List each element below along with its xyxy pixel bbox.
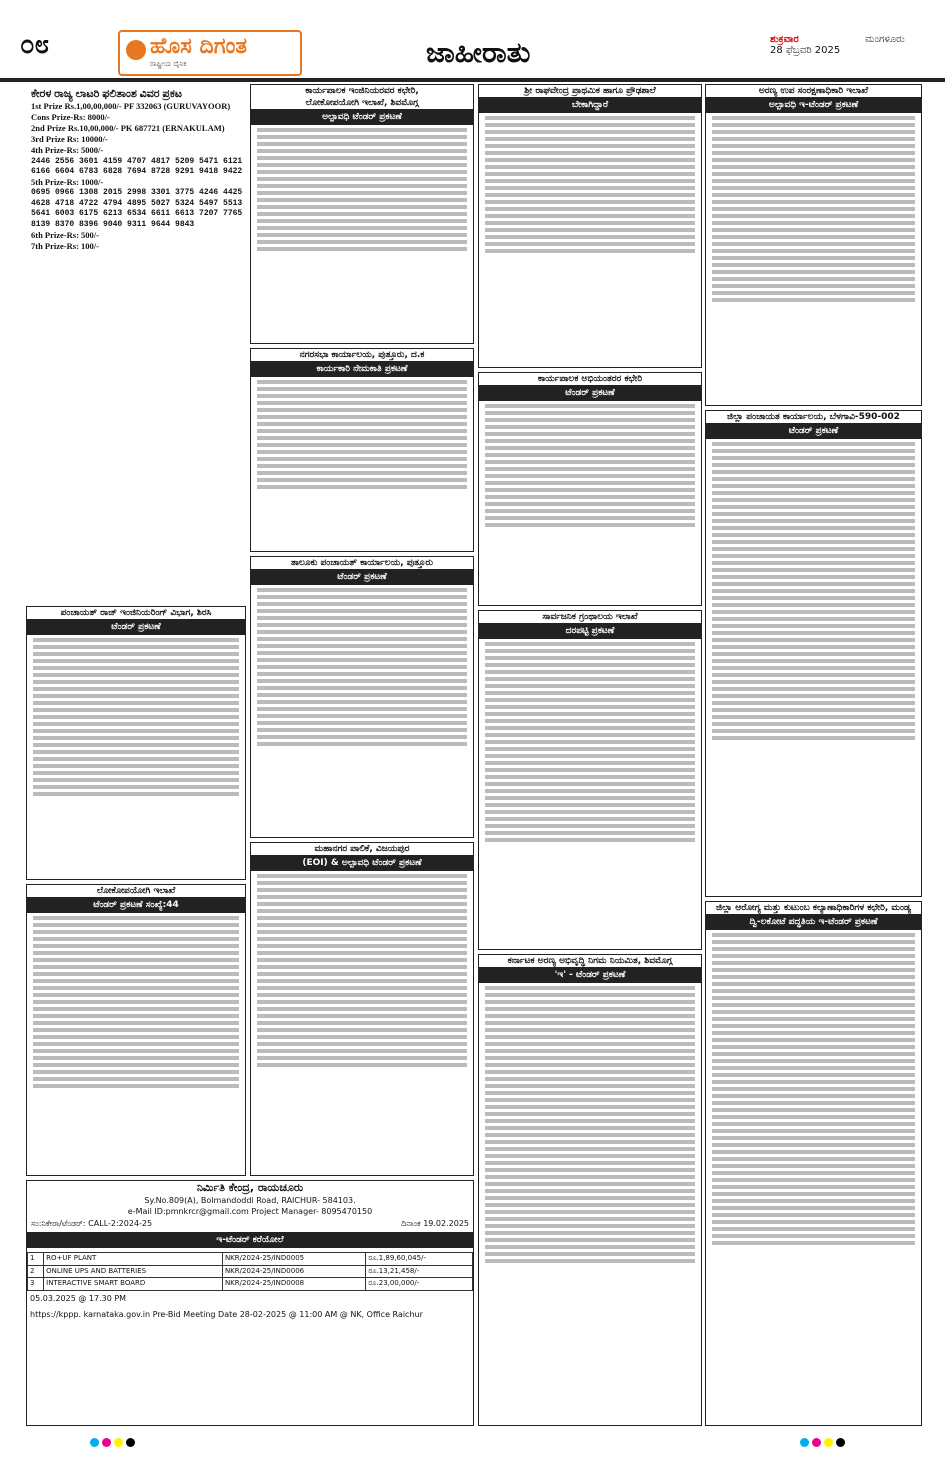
ad-public-library xyxy=(478,610,702,950)
ad-title: ಸಾರ್ವಜನಿಕ ಗ್ರಂಥಾಲಯ ಇಲಾಖೆ xyxy=(542,612,638,622)
header-date: ಶುಕ್ರವಾರ 28 ಫೆಬ್ರವರಿ 2025 ಮಂಗಳೂರು xyxy=(770,34,905,56)
ad-forest-corp-shivamogga xyxy=(478,954,702,1426)
ad-body xyxy=(479,116,701,253)
ad-ref: ಸಂ:ನಿಕೇರಾ/ಟೆಂಡರ್: CALL-2:2024-25 xyxy=(31,1219,153,1229)
first-prize: 1st Prize Rs.1,00,00,000/- PF 332063 (GURUVAYOOR) xyxy=(31,101,231,112)
ad-body xyxy=(479,642,701,842)
ad-banner: ಅಲ್ಪಾವಧಿ ಇ-ಟೆಂಡರ್ ಪ್ರಕಟಣೆ xyxy=(706,97,921,113)
table-cell: ರೂ.13,21,458/- xyxy=(366,1265,473,1277)
ad-title: ಕಾರ್ಯಪಾಲಕ ಇಂಜಿನಿಯರವರ ಕಛೇರಿ, xyxy=(305,86,419,96)
ad-banner: ಇ-ಟೆಂಡರ್ ಕರೆಯೋಲೆ xyxy=(27,1232,473,1248)
table-cell: NKR/2024-25/IND0008 xyxy=(222,1278,365,1290)
table-cell: 1 xyxy=(28,1253,44,1265)
section-title: ಜಾಹೀರಾತು xyxy=(426,36,531,69)
ad-body xyxy=(251,588,473,746)
table-row xyxy=(28,1265,473,1277)
ad-title: ತಾಲೂಕು ಪಂಚಾಯತ್ ಕಾರ್ಯಾಲಯ, ಪುತ್ತೂರು xyxy=(290,558,434,568)
ad-belagavi-zp xyxy=(705,410,922,897)
ad-body xyxy=(706,933,921,1245)
ad-banner: ದರಪಟ್ಟಿ ಪ್ರಕಟಣೆ xyxy=(479,623,701,639)
ad-title: ಜಿಲ್ಲಾ ಪಂಚಾಯತ ಕಾರ್ಯಾಲಯ, ಬೆಳಗಾವಿ-590-002 xyxy=(727,412,900,422)
ad-body xyxy=(251,874,473,1067)
fifth-prize-numbers: 0695 0966 1308 2015 2998 3301 3775 4246 4425 4628 4718 4722 4794 4895 5027 5324 5497 5513 5641 6003 6175 6213 6534 6611 6613 7207 7765 8139 8370 8396 9040 9311 9644 9843 xyxy=(31,188,243,229)
ad-body xyxy=(479,986,701,1263)
table-row xyxy=(28,1278,473,1290)
ad-email: e-Mail ID:pmnkrcr@gmail.com Project Manager- 8095470150 xyxy=(127,1206,373,1216)
third-prize: 3rd Prize Rs: 10000/- xyxy=(31,134,108,145)
page-number: ೦೮ xyxy=(20,30,50,60)
ad-title: ಮಹಾನಗರ ಪಾಲಿಕೆ, ವಿಜಯಪುರ xyxy=(314,844,410,854)
ad-body xyxy=(706,116,921,302)
table-cell: ರೂ.23,00,000/- xyxy=(366,1278,473,1290)
ad-banner: ಬೇಕಾಗಿದ್ದಾರೆ xyxy=(479,97,701,113)
fourth-prize-numbers: 2446 2556 3601 4159 4707 4817 5209 5471 6121 6166 6604 6783 6828 7694 8728 9291 9418 9422 xyxy=(31,156,243,176)
ad-banner: ಟೆಂಡರ್ ಪ್ರಕಟಣೆ xyxy=(706,423,921,439)
ad-banner: ದ್ವಿ-ಲಕೋಟೆ ಪದ್ಧತಿಯ ಇ-ಟೆಂಡರ್ ಪ್ರಕಟಣೆ xyxy=(706,914,921,930)
ad-banner: ಟೆಂಡರ್ ಪ್ರಕಟಣೆ xyxy=(251,569,473,585)
ad-banner: ಅಲ್ಪಾವಧಿ ಟೆಂಡರ್ ಪ್ರಕಟಣೆ xyxy=(251,109,473,125)
table-cell: RO+UF PLANT xyxy=(44,1253,223,1265)
ad-body xyxy=(27,916,245,1088)
ad-pr-engineering xyxy=(26,606,246,880)
logo-tagline: ರಾಷ್ಟ್ರೀಯ ದೈನಿಕ xyxy=(150,60,187,68)
ad-title: ಜಿಲ್ಲಾ ಆರೋಗ್ಯ ಮತ್ತು ಕುಟುಂಬ ಕಲ್ಯಾಣಾಧಿಕಾರಿಗಳ ಕಛೇರಿ, ಮಂಡ್ಯ xyxy=(716,903,911,913)
ad-subtitle: ಲೋಕೋಪಯೋಗಿ ಇಲಾಖೆ, ಶಿವಮೊಗ್ಗ xyxy=(305,98,419,109)
seventh-prize: 7th Prize-Rs: 100/- xyxy=(31,240,99,251)
lottery-title: ಕೇರಳ ರಾಜ್ಯ ಲಾಟರಿ ಫಲಿತಾಂಶ ವಿವರ ಪ್ರಕಟ xyxy=(31,88,183,100)
logo-emblem-icon xyxy=(126,40,146,60)
ad-banner: ಟೆಂಡರ್ ಪ್ರಕಟಣೆ xyxy=(27,619,245,635)
table-row xyxy=(28,1253,473,1265)
ad-banner: ಟೆಂಡರ್ ಪ್ರಕಟಣೆ xyxy=(479,385,701,401)
ad-vijayapura-corp xyxy=(250,842,474,1176)
second-prize: 2nd Prize Rs.10,00,000/- PK 687721 (ERNAKULAM) xyxy=(31,123,225,134)
ad-body xyxy=(27,638,245,796)
tender-portal: https://kppp. karnataka.gov.in Pre-Bid Meeting Date 28-02-2025 @ 11:00 AM @ NK, Office Raichur xyxy=(30,1310,423,1320)
ad-title: ನಿರ್ಮಿತಿ ಕೇಂದ್ರ, ರಾಯಚೂರು xyxy=(196,1181,304,1194)
ad-date: ದಿನಾಂಕ 19.02.2025 xyxy=(401,1219,469,1229)
ad-body xyxy=(706,442,921,740)
print-registration-dots xyxy=(90,1432,138,1451)
ad-title: ಕಾರ್ಯಪಾಲಕ ಅಭಿಯಂತರರ ಕಛೇರಿ xyxy=(537,374,643,384)
logo-text: ಹೊಸ ದಿಗಂತ xyxy=(150,34,248,59)
ad-puttur-municipality xyxy=(250,348,474,552)
cons-prize: Cons Prize-Rs: 8000/- xyxy=(31,112,110,123)
ad-banner: 'ಇ' - ಟೆಂಡರ್ ಪ್ರಕಟಣೆ xyxy=(479,967,701,983)
ad-forest-dept xyxy=(705,84,922,406)
table-cell: NKR/2024-25/IND0006 xyxy=(222,1265,365,1277)
table-cell: INTERACTIVE SMART BOARD xyxy=(44,1278,223,1290)
ad-banner: (EOI) & ಅಲ್ಪಾವಧಿ ಟೆಂಡರ್ ಪ್ರಕಟಣೆ xyxy=(251,855,473,871)
ad-title: ಕರ್ನಾಟಕ ಅರಣ್ಯ ಅಭಿವೃದ್ಧಿ ನಿಗಮ ನಿಯಮಿತ, ಶಿವಮೊಗ್ಗ xyxy=(507,956,673,966)
page-header xyxy=(0,0,945,80)
table-cell: 2 xyxy=(28,1265,44,1277)
ad-title: ಶ್ರೀ ರಾಘವೇಂದ್ರ ಪ್ರಾಥಮಿಕ ಹಾಗೂ ಪ್ರೌಢಶಾಲೆ xyxy=(524,86,656,96)
fifth-prize: 5th Prize-Rs: 1000/- xyxy=(31,177,104,188)
print-registration-dots xyxy=(800,1432,848,1451)
table-cell: ರೂ.1,89,60,045/- xyxy=(366,1253,473,1265)
newspaper-logo xyxy=(118,30,302,76)
ad-title: ಪಂಚಾಯತ್ ರಾಜ್ ಇಂಜಿನಿಯರಿಂಗ್ ವಿಭಾಗ, ಶಿರಸಿ xyxy=(60,608,212,618)
ad-title: ಅರಣ್ಯ ಉಪ ಸಂರಕ್ಷಣಾಧಿಕಾರಿ ಇಲಾಖೆ xyxy=(758,86,869,96)
ad-body xyxy=(251,380,473,489)
ad-address: Sy.No.809(A), Bolmandoddi Road, RAICHUR- 584103. xyxy=(144,1195,356,1205)
ad-pwd-tender-44 xyxy=(26,884,246,1176)
ad-school-recruitment xyxy=(478,84,702,368)
ad-pwd-shivamogga xyxy=(250,84,474,344)
edition-label: ಮಂಗಳೂರು xyxy=(865,34,905,45)
tender-deadline: 05.03.2025 @ 17.30 PM xyxy=(30,1293,127,1303)
ad-executive-engineer xyxy=(478,372,702,606)
ad-mandya-health xyxy=(705,901,922,1426)
header-rule xyxy=(0,78,945,82)
sixth-prize: 6th Prize-Rs: 500/- xyxy=(31,229,99,240)
ad-body xyxy=(479,404,701,527)
ad-title: ಲೋಕೋಪಯೋಗಿ ಇಲಾಖೆ xyxy=(96,886,176,896)
ad-taluk-panchayat xyxy=(250,556,474,838)
ad-title: ನಗರಸಭಾ ಕಾರ್ಯಾಲಯ, ಪುತ್ತೂರು, ದ.ಕ xyxy=(299,350,425,360)
fourth-prize: 4th Prize-Rs: 5000/- xyxy=(31,145,104,156)
ad-banner: ಕಾರ್ಯಕಾರಿ ನೇಮಕಾತಿ ಪ್ರಕಟಣೆ xyxy=(251,361,473,377)
table-cell: NKR/2024-25/IND0005 xyxy=(222,1253,365,1265)
tender-table xyxy=(27,1252,473,1290)
ad-body xyxy=(251,128,473,251)
ad-banner: ಟೆಂಡರ್ ಪ್ರಕಟಣೆ ಸಂಖ್ಯೆ:44 xyxy=(27,897,245,913)
ad-nirmithi-kendra xyxy=(26,1180,474,1426)
table-cell: 3 xyxy=(28,1278,44,1290)
table-cell: ONLINE UPS AND BATTERIES xyxy=(44,1265,223,1277)
